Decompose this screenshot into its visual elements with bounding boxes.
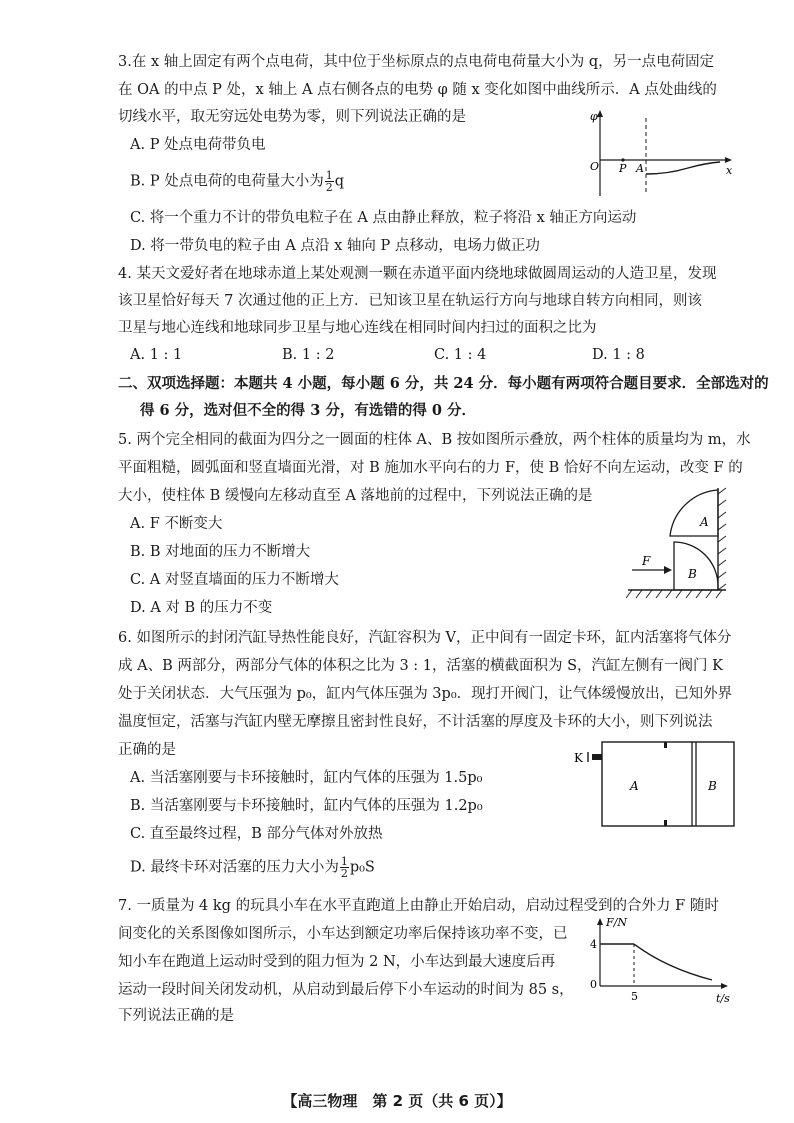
fraction-denominator: 2 <box>325 181 333 194</box>
fig-label-a: A <box>700 515 709 529</box>
x-axis-arrow-icon <box>725 157 732 163</box>
q4-option-a[interactable]: A. 1 : 1 <box>130 347 183 363</box>
ring-bottom-icon <box>664 820 667 826</box>
q7-line-4: 运动一段时间关闭发动机，从启动到最后停下小车运动的时间为 85 s， <box>118 982 574 998</box>
force-decay-curve <box>634 944 712 980</box>
q6-line-1: 6. 如图所示的封闭汽缸导热性能良好，汽缸容积为 V，正中间有一固定卡环，缸内活塞将气体分 <box>118 630 732 646</box>
q5-option-a[interactable]: A. F 不断变大 <box>130 516 223 532</box>
q6-line-3: 处于关闭状态．大气压强为 p₀，缸内气体压强为 3p₀．现打开阀门，让气体缓慢放出，已知外界 <box>118 686 733 702</box>
q3-option-c[interactable]: C. 将一个重力不计的带负电粒子在 A 点由静止释放，粒子将沿 x 轴正方向运动 <box>130 210 637 226</box>
q4-option-b[interactable]: B. 1 : 2 <box>282 347 335 363</box>
section-2-heading-line-1: 二、双项选择题：本题共 4 小题，每小题 6 分，共 24 分．每小题有两项符合题目要求．全部选对的 <box>118 375 769 392</box>
fig-p-label: P <box>619 162 627 175</box>
q4-option-d[interactable]: D. 1 : 8 <box>592 347 645 363</box>
q7-line-3: 知小车在跑道上运动时受到的阻力恒为 2 N，小车达到最大速度后再 <box>118 954 556 970</box>
q3-line-1: 3.在 x 轴上固定有两个点电荷，其中位于坐标原点的点电荷电荷量大小为 q，另一点电荷固定 <box>118 54 715 70</box>
page-footer: 【高三物理 第 2 页（共 6 页）】 <box>282 1092 512 1110</box>
fig-a-label: A <box>636 162 644 175</box>
cylinder-a-shape <box>670 490 718 536</box>
q7-line-2: 间变化的关系图像如图所示，小车达到额定功率后保持该功率不变，已 <box>118 926 568 942</box>
q6-line-4: 温度恒定，活塞与汽缸内壁无摩擦且密封性良好，不计活塞的厚度及卡环的大小，则下列说法 <box>118 714 713 730</box>
q6-cylinder-figure <box>574 738 740 830</box>
q3-option-b-text: B. P 处点电荷的电荷量大小为 <box>130 173 324 190</box>
q5-line-2: 平面粗糙，圆弧面和竖直墙面光滑，对 B 施加水平向右的力 F，使 B 恰好不向左运动，改变 F 的 <box>118 460 743 476</box>
valve-k-icon <box>592 754 602 760</box>
q7-force-time-figure <box>586 914 736 1008</box>
q3-option-b-fraction <box>325 170 334 193</box>
q3-line-3: 切线水平，取无穷远处电势为零，则下列说法正确的是 <box>118 109 466 125</box>
q5-line-3: 大小，使柱体 B 缓慢向左移动直至 A 落地前的过程中，下列说法正确的是 <box>118 488 593 504</box>
q3-option-a[interactable]: A. P 处点电荷带负电 <box>130 137 266 153</box>
q3-option-b[interactable] <box>130 170 344 193</box>
q6-option-d-text: D. 最终卡环对活塞的压力大小为 <box>130 859 339 876</box>
q4-line-2: 该卫星恰好每天 7 次通过他的正上方．已知该卫星在轨运行方向与地球自转方向相同，则该 <box>118 293 702 309</box>
force-arrow-icon <box>664 566 672 574</box>
q4-line-1: 4. 某天文爱好者在地球赤道上某处观测一颗在赤道平面内绕地球做圆周运动的人造卫星，发现 <box>118 266 717 282</box>
q6-option-d[interactable] <box>130 856 375 879</box>
fig-label-f: F <box>642 554 651 568</box>
q7-line-5: 下列说法正确的是 <box>118 1008 234 1024</box>
fig-x-label: x <box>726 164 733 177</box>
q6-option-a[interactable]: A. 当活塞刚要与卡环接触时，缸内气体的压强为 1.5p₀ <box>130 770 483 786</box>
fig-label-b: B <box>708 779 717 793</box>
q5-option-c[interactable]: C. A 对竖直墙面的压力不断增大 <box>130 572 339 588</box>
q6-option-c[interactable]: C. 直至最终过程，B 部分气体对外放热 <box>130 826 383 842</box>
q5-option-d[interactable]: D. A 对 B 的压力不变 <box>130 600 273 616</box>
fraction-numerator: 1 <box>340 855 348 868</box>
q5-option-b[interactable]: B. B 对地面的压力不断增大 <box>130 544 311 560</box>
section-2-heading-line-2: 得 6 分，选对但不全的得 3 分，有选错的得 0 分． <box>140 402 477 419</box>
x-axis-arrow-icon <box>721 983 728 989</box>
fig-label-b: B <box>688 567 697 581</box>
q4-option-c[interactable]: C. 1 : 4 <box>434 347 487 363</box>
q5-line-1: 5. 两个完全相同的截面为四分之一圆面的柱体 A、B 按如图所示叠放，两个柱体的质量均为 m，水 <box>118 432 751 448</box>
q3-line-2: 在 OA 的中点 P 处，x 轴上 A 点右侧各点的电势 φ 随 x 变化如图中曲线所示．A 点处曲线的 <box>118 82 717 98</box>
y-axis-arrow-icon <box>597 110 603 117</box>
q4-line-3: 卫星与地心连线和地球同步卫星与地心连线在相同时间内扫过的面积之比为 <box>118 320 597 336</box>
q6-option-d-suffix: p₀S <box>349 859 375 876</box>
fig-label-a: A <box>630 779 639 793</box>
q6-option-d-fraction <box>340 856 349 879</box>
q6-line-2: 成 A、B 两部分，两部分气体的体积之比为 3 : 1，活塞的横截面积为 S，汽缸左侧有一阀门 K <box>118 658 723 674</box>
fig-label-k: K <box>574 751 583 765</box>
fig-origin-label: O <box>590 160 600 173</box>
q6-line-5: 正确的是 <box>118 742 176 758</box>
fig-y-tick: 4 <box>590 938 597 951</box>
q7-line-1: 7. 一质量为 4 kg 的玩具小车在水平直跑道上由静止开始启动，启动过程受到的合外力 F 随时 <box>118 898 719 914</box>
q5-cylinders-figure <box>626 486 734 604</box>
y-axis-arrow-icon <box>597 918 603 925</box>
fraction-numerator: 1 <box>325 169 333 182</box>
fraction-denominator: 2 <box>340 867 348 880</box>
fig-y-label: φ <box>590 110 598 123</box>
fig-origin-label: 0 <box>590 978 597 991</box>
ground-hatching <box>626 590 722 598</box>
q3-option-b-suffix: q <box>334 173 345 190</box>
q3-option-d[interactable]: D. 将一带负电的粒子由 A 点沿 x 轴向 P 点移动，电场力做正功 <box>130 238 540 254</box>
q6-option-b[interactable]: B. 当活塞刚要与卡环接触时，缸内气体的压强为 1.2p₀ <box>130 798 483 814</box>
fig-x-tick: 5 <box>631 990 638 1003</box>
ring-top-icon <box>664 742 667 748</box>
potential-curve <box>646 162 720 174</box>
cylinder-b-shape <box>674 542 718 590</box>
fig-y-label: F/N <box>606 916 627 929</box>
q3-potential-figure <box>588 108 738 198</box>
fig-x-label: t/s <box>716 992 730 1005</box>
wall-hatching <box>718 488 726 590</box>
